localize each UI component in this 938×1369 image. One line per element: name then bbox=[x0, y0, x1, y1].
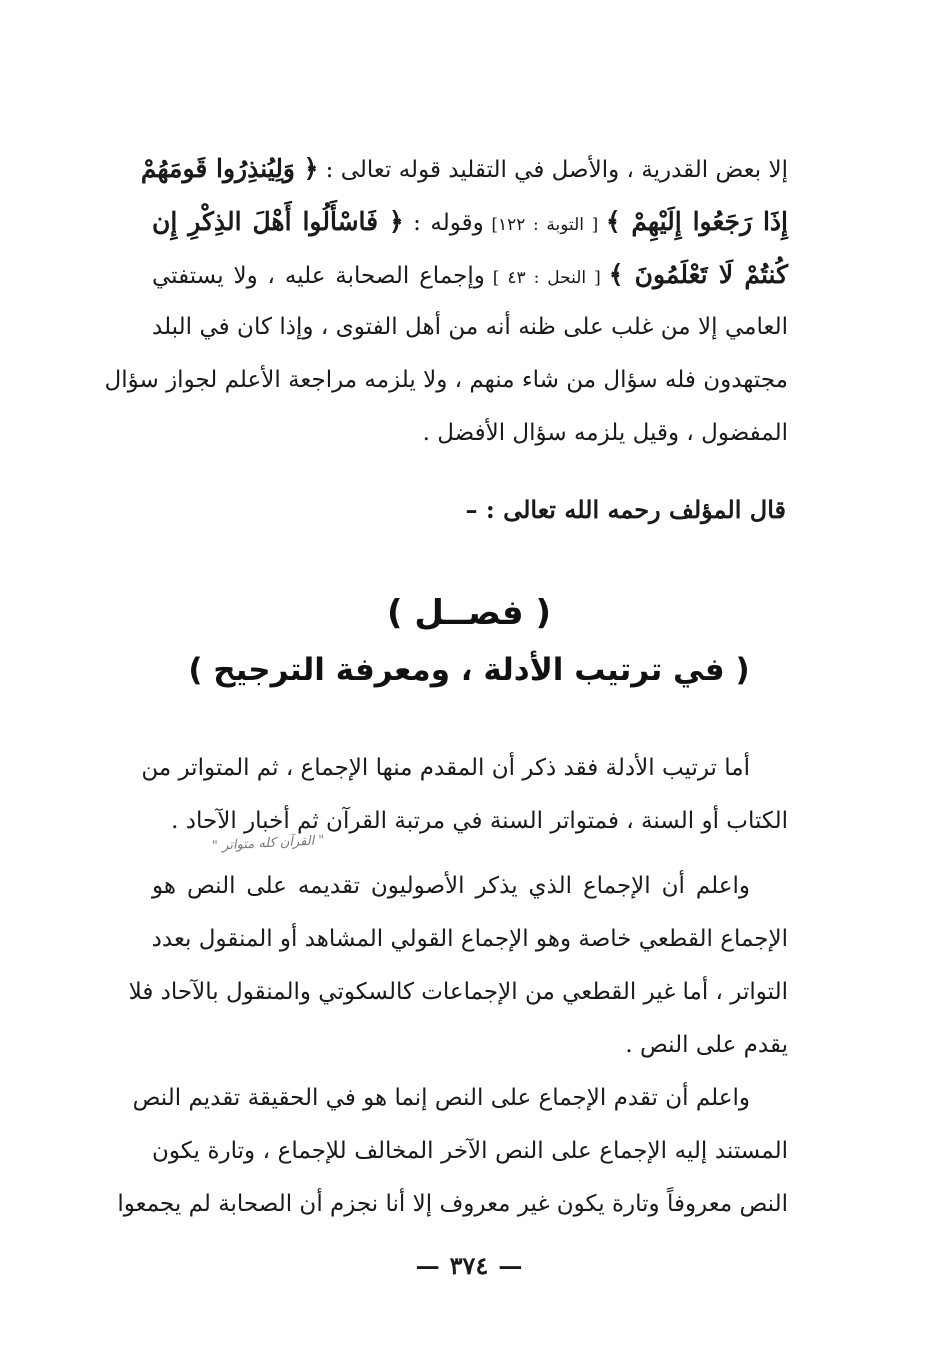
quran-verse: ﴿ وَلِيُنذِرُوا قَومَهُمْ bbox=[140, 154, 319, 183]
section-subtitle: ( في ترتيب الأدلة ، ومعرفة الترجيح ) bbox=[188, 652, 750, 688]
text-line: المستند إليه الإجماع على النص الآخر المخالف للإجماع ، وتارة يكون bbox=[152, 1138, 788, 1164]
text-line: النص معروفاً وتارة يكون غير معروف إلا أنا نجزم أن الصحابة لم يجمعوا bbox=[117, 1191, 788, 1217]
text-line: أما ترتيب الأدلة فقد ذكر أن المقدم منها الإجماع ، ثم المتواتر من bbox=[141, 755, 750, 781]
text-line: الإجماع القطعي خاصة وهو الإجماع القولي المشاهد أو المنقول بعدد bbox=[151, 926, 788, 952]
verse-reference: [ التوبة : ١٢٢] bbox=[483, 215, 606, 235]
dash-decoration: — bbox=[415, 1251, 440, 1280]
page-number bbox=[0, 1248, 938, 1284]
text-run: وقوله : bbox=[403, 210, 484, 236]
paragraph-order-of-evidence bbox=[141, 742, 788, 848]
paragraph-ijma-definitive bbox=[128, 860, 788, 1072]
handwritten-margin-note: " القرآن كله متواتر " bbox=[211, 833, 325, 854]
text-line: المفضول ، وقيل يلزمه سؤال الأفضل . bbox=[422, 420, 788, 446]
text-line: مجتهدون فله سؤال من شاء منهم ، ولا يلزمه مراجعة الأعلم لجواز سؤال bbox=[104, 367, 788, 393]
text-line: التواتر ، أما غير القطعي من الإجماعات كالسكوتي والمنقول بالآحاد فلا bbox=[128, 979, 788, 1005]
author-statement: قال المؤلف رحمه الله تعالى : – bbox=[465, 495, 786, 524]
paragraph-taqlid bbox=[104, 142, 788, 460]
text-line bbox=[140, 142, 788, 195]
page-number-value: ٣٧٤ bbox=[449, 1251, 489, 1280]
text-line: يقدم على النص . bbox=[625, 1032, 788, 1058]
text-line: الكتاب أو السنة ، فمتواتر السنة في مرتبة القرآن ثم أخبار الآحاد . bbox=[171, 808, 788, 834]
text-line bbox=[152, 195, 788, 248]
quran-verse: كُنتُمْ لَا تَعْلَمُونَ ﴾ bbox=[608, 260, 788, 289]
dash-decoration: — bbox=[498, 1251, 523, 1280]
text-line bbox=[152, 248, 788, 301]
quran-verse: إِذَا رَجَعُوا إِلَيْهِمْ ﴾ bbox=[605, 207, 788, 236]
text-line: واعلم أن الإجماع الذي يذكر الأصوليون تقديمه على النص هو bbox=[152, 873, 750, 899]
text-run: وإجماع الصحابة عليه ، ولا يستفتي bbox=[152, 263, 485, 289]
quran-verse: ﴿ فَاسْأَلُوا أَهْلَ الذِكْرِ إِن bbox=[152, 207, 404, 236]
text-run: إلا بعض القدرية ، والأصل في التقليد قوله تعالى : bbox=[318, 157, 788, 183]
paragraph-ijma-precedence bbox=[117, 1072, 788, 1231]
verse-reference: [ النحل : ٤٣ ] bbox=[484, 268, 609, 288]
section-title: ( فصــل ) bbox=[386, 593, 552, 633]
text-line: واعلم أن تقدم الإجماع على النص إنما هو في الحقيقة تقديم النص bbox=[132, 1085, 750, 1111]
text-line: العامي إلا من غلب على ظنه أنه من أهل الفتوى ، وإذا كان في البلد bbox=[152, 314, 788, 340]
